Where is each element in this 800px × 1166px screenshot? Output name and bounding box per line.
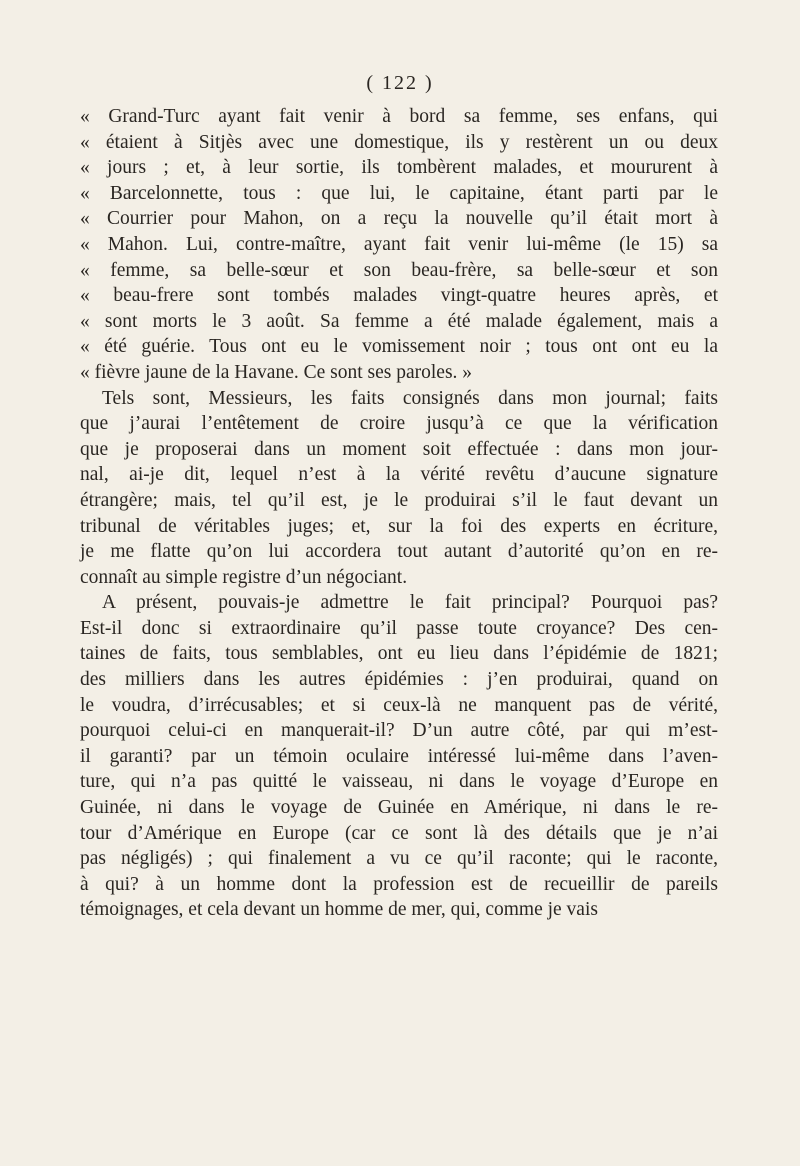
text-line: connaît au simple registre d’un négociant. <box>80 566 408 588</box>
text-line: « Barcelonnette, tous : que lui, le capitaine, étant parti par le <box>80 182 718 204</box>
text-line: « étaient à Sitjès avec une domestique, ils y restèrent un ou deux <box>80 131 718 153</box>
text-line: étrangère; mais, tel qu’il est, je le produirai s’il le faut devant un <box>80 489 718 511</box>
text-line: il garanti? par un témoin oculaire intéressé lui-même dans l’aven- <box>80 745 718 767</box>
text-line: des milliers dans les autres épidémies : j’en produirai, quand on <box>80 669 718 691</box>
text-line: que j’aurai l’entêtement de croire jusqu’à ce que la vérification <box>80 413 718 435</box>
text-line: pas négligés) ; qui finalement a vu ce qu’il raconte; qui le raconte, <box>80 848 718 870</box>
text-line: « beau-frere sont tombés malades vingt-quatre heures après, et <box>80 285 718 307</box>
text-line: « sont morts le 3 août. Sa femme a été malade également, mais a <box>80 310 718 332</box>
text-line: témoignages, et cela devant un homme de mer, qui, comme je vais <box>80 899 598 921</box>
text-line: A présent, pouvais-je admettre le fait principal? Pourquoi pas? <box>102 592 718 614</box>
text-line: tour d’Amérique en Europe (car ce sont là des détails que je n’ai <box>80 822 718 844</box>
text-line: « femme, sa belle-sœur et son beau-frère, sa belle-sœur et son <box>80 259 718 281</box>
text-line: « été guérie. Tous ont eu le vomissement noir ; tous ont ont eu la <box>80 336 718 358</box>
text-line: Est-il donc si extraordinaire qu’il passe toute croyance? Des cen- <box>80 617 718 639</box>
text-line: nal, ai-je dit, lequel n’est à la vérité revêtu d’aucune signature <box>80 464 718 486</box>
text-line: pourquoi celui-ci en manquerait-il? D’un autre côté, par qui m’est- <box>80 720 718 742</box>
text-line: Guinée, ni dans le voyage de Guinée en Amérique, ni dans le re- <box>80 797 718 819</box>
text-line: le voudra, d’irrécusables; et si ceux-là ne manquent pas de vérité, <box>80 694 718 716</box>
text-line: « jours ; et, à leur sortie, ils tombèrent malades, et moururent à <box>80 157 718 179</box>
text-line: tribunal de véritables juges; et, sur la foi des experts en écriture, <box>80 515 718 537</box>
text-line: je me flatte qu’on lui accordera tout autant d’autorité qu’on en re- <box>80 541 718 563</box>
text-line: Tels sont, Messieurs, les faits consignés dans mon journal; faits <box>102 387 718 409</box>
text-line: « Grand-Turc ayant fait venir à bord sa femme, ses enfans, qui <box>80 106 718 127</box>
text-line: « Mahon. Lui, contre-maître, ayant fait venir lui-même (le 15) sa <box>80 233 718 255</box>
text-line: taines de faits, tous semblables, ont eu lieu dans l’épidémie de 1821; <box>80 643 718 665</box>
body-text <box>80 104 718 923</box>
page-number: ( 122 ) <box>366 72 434 94</box>
text-line: que je proposerai dans un moment soit effectuée : dans mon jour- <box>80 438 718 460</box>
text-line: à qui? à un homme dont la profession est de recueillir de pareils <box>80 873 718 895</box>
text-line: « Courrier pour Mahon, on a reçu la nouvelle qu’il était mort à <box>80 208 718 230</box>
text-line: ture, qui n’a pas quitté le vaisseau, ni dans le voyage d’Europe en <box>80 771 718 793</box>
text-line: « fièvre jaune de la Havane. Ce sont ses paroles. » <box>80 361 473 383</box>
